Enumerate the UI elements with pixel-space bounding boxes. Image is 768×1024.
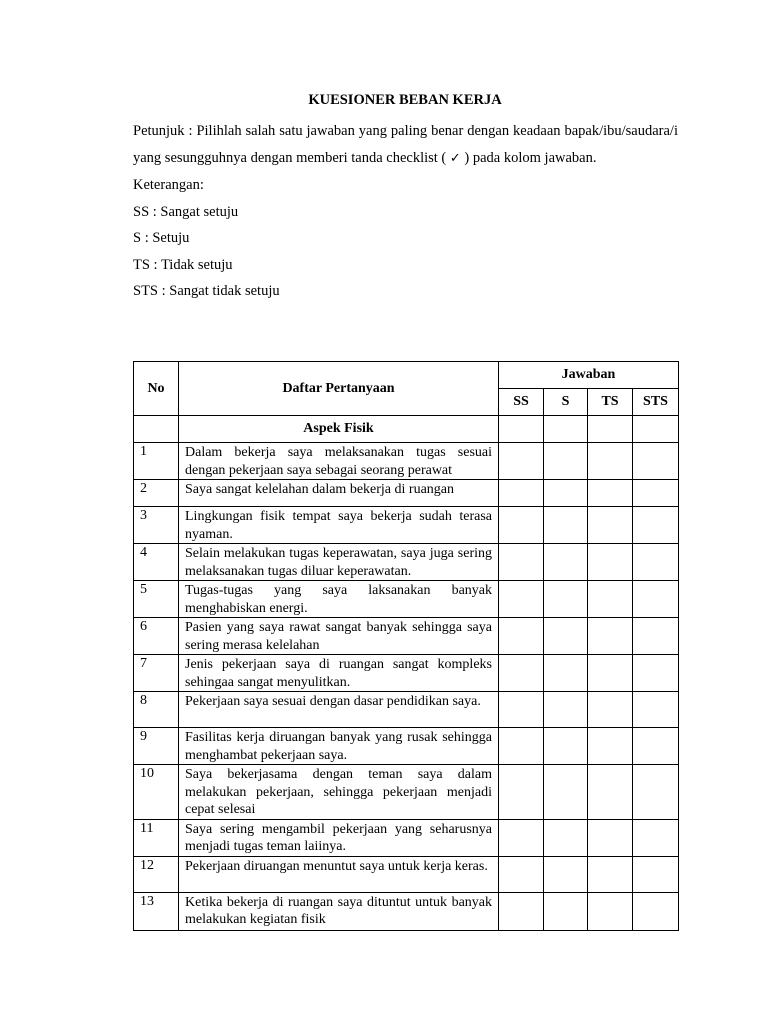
answer-cell-ts[interactable] xyxy=(588,507,633,544)
answer-cell-ss[interactable] xyxy=(499,692,544,728)
answer-cell-ss[interactable] xyxy=(499,819,544,856)
legend-item-s: S : Setuju xyxy=(133,230,190,246)
answer-cell-sts[interactable] xyxy=(633,618,679,655)
answer-cell-ts[interactable] xyxy=(588,892,633,930)
answer-cell-ss[interactable] xyxy=(499,618,544,655)
answer-cell-sts[interactable] xyxy=(633,480,679,507)
header-no: No xyxy=(134,362,179,416)
legend-item-ts: TS : Tidak setuju xyxy=(133,256,233,273)
answer-cell-s[interactable] xyxy=(544,655,588,692)
question-text: Saya sangat kelelahan dalam bekerja di ruangan xyxy=(179,480,499,507)
row-number: 8 xyxy=(134,692,179,728)
answer-cell-s[interactable] xyxy=(544,581,588,618)
answer-cell-ts[interactable] xyxy=(588,443,633,480)
row-number: 10 xyxy=(134,765,179,820)
table-row xyxy=(134,581,679,618)
answer-cell-ts[interactable] xyxy=(588,692,633,728)
answer-cell-ss[interactable] xyxy=(499,856,544,892)
answer-cell-ts[interactable] xyxy=(588,728,633,765)
row-number: 4 xyxy=(134,544,179,581)
row-number: 7 xyxy=(134,655,179,692)
questionnaire-table xyxy=(133,361,679,931)
table-row xyxy=(134,544,679,581)
answer-cell[interactable] xyxy=(499,416,544,443)
question-text: Fasilitas kerja diruangan banyak yang rusak sehingga menghambat pekerjaan saya. xyxy=(179,728,499,765)
question-text: Dalam bekerja saya melaksanakan tugas sesuai dengan pekerjaan saya sebagai seorang perawat xyxy=(179,443,499,480)
answer-cell[interactable] xyxy=(544,416,588,443)
page-title: KUESIONER BEBAN KERJA xyxy=(308,92,502,108)
answer-cell-sts[interactable] xyxy=(633,892,679,930)
answer-cell-s[interactable] xyxy=(544,819,588,856)
answer-cell-ts[interactable] xyxy=(588,655,633,692)
answer-cell-ts[interactable] xyxy=(588,765,633,820)
answer-cell-sts[interactable] xyxy=(633,819,679,856)
answer-cell-ts[interactable] xyxy=(588,618,633,655)
table-row xyxy=(134,765,679,820)
table-row xyxy=(134,618,679,655)
answer-cell-sts[interactable] xyxy=(633,692,679,728)
answer-cell-ts[interactable] xyxy=(588,544,633,581)
answer-cell-sts[interactable] xyxy=(633,581,679,618)
answer-cell-sts[interactable] xyxy=(633,544,679,581)
answer-cell-s[interactable] xyxy=(544,728,588,765)
table-row xyxy=(134,507,679,544)
header-option-sts: STS xyxy=(633,389,679,416)
question-text: Selain melakukan tugas keperawatan, saya juga sering melaksanakan tugas diluar keperawatan. xyxy=(179,544,499,581)
answer-cell-ss[interactable] xyxy=(499,655,544,692)
answer-cell-s[interactable] xyxy=(544,892,588,930)
answer-cell-ss[interactable] xyxy=(499,728,544,765)
answer-cell-sts[interactable] xyxy=(633,507,679,544)
row-number: 3 xyxy=(134,507,179,544)
table-row xyxy=(134,443,679,480)
instructions-text xyxy=(133,118,678,172)
answer-cell-s[interactable] xyxy=(544,765,588,820)
answer-cell-ss[interactable] xyxy=(499,443,544,480)
row-number: 5 xyxy=(134,581,179,618)
answer-cell-s[interactable] xyxy=(544,480,588,507)
answer-cell-ss[interactable] xyxy=(499,544,544,581)
section-no-cell xyxy=(134,416,179,443)
answer-cell-ts[interactable] xyxy=(588,819,633,856)
question-text: Jenis pekerjaan saya di ruangan sangat kompleks sehingaa sangat menyulitkan. xyxy=(179,655,499,692)
question-text: Lingkungan fisik tempat saya bekerja sudah terasa nyaman. xyxy=(179,507,499,544)
answer-cell-s[interactable] xyxy=(544,507,588,544)
row-number: 6 xyxy=(134,618,179,655)
answer-cell-ss[interactable] xyxy=(499,480,544,507)
row-number: 2 xyxy=(134,480,179,507)
table-row xyxy=(134,655,679,692)
header-option-s: S xyxy=(544,389,588,416)
answer-cell-sts[interactable] xyxy=(633,728,679,765)
row-number: 9 xyxy=(134,728,179,765)
checkmark-icon: ✓ xyxy=(449,150,461,166)
question-text: Pekerjaan saya sesuai dengan dasar pendidikan saya. xyxy=(179,692,499,728)
legend-item-sts: STS : Sangat tidak setuju xyxy=(133,283,280,299)
question-text: Saya bekerjasama dengan teman saya dalam melakukan pekerjaan, sehingga pekerjaan menjadi cepat selesai xyxy=(179,765,499,820)
answer-cell-ss[interactable] xyxy=(499,765,544,820)
legend-heading: Keterangan: xyxy=(133,177,204,193)
row-number: 12 xyxy=(134,856,179,892)
answer-cell-s[interactable] xyxy=(544,618,588,655)
answer-cell-sts[interactable] xyxy=(633,655,679,692)
section-row xyxy=(134,416,679,443)
answer-cell-ss[interactable] xyxy=(499,892,544,930)
question-text: Tugas-tugas yang saya laksanakan banyak menghabiskan energi. xyxy=(179,581,499,618)
table-row xyxy=(134,892,679,930)
answer-cell-sts[interactable] xyxy=(633,856,679,892)
table-row xyxy=(134,819,679,856)
header-questions: Daftar Pertanyaan xyxy=(179,362,499,416)
answer-cell-s[interactable] xyxy=(544,544,588,581)
question-text: Pasien yang saya rawat sangat banyak sehingga saya sering merasa kelelahan xyxy=(179,618,499,655)
section-title: Aspek Fisik xyxy=(179,416,499,443)
answer-cell-sts[interactable] xyxy=(633,443,679,480)
legend-item-ss: SS : Sangat setuju xyxy=(133,203,239,220)
row-number: 1 xyxy=(134,443,179,480)
header-answer: Jawaban xyxy=(499,362,679,389)
answer-cell-ts[interactable] xyxy=(588,581,633,618)
header-option-ts: TS xyxy=(588,389,633,416)
table-row xyxy=(134,856,679,892)
answer-cell[interactable] xyxy=(588,416,633,443)
question-text: Ketika bekerja di ruangan saya dituntut untuk banyak melakukan kegiatan fisik xyxy=(179,892,499,930)
answer-cell-ss[interactable] xyxy=(499,581,544,618)
answer-cell-ts[interactable] xyxy=(588,480,633,507)
answer-cell-s[interactable] xyxy=(544,692,588,728)
question-text: Saya sering mengambil pekerjaan yang seharusnya menjadi tugas teman laiinya. xyxy=(179,819,499,856)
answer-cell[interactable] xyxy=(633,416,679,443)
answer-cell-ss[interactable] xyxy=(499,507,544,544)
table-row xyxy=(134,480,679,507)
header-option-ss: SS xyxy=(499,389,544,416)
row-number: 13 xyxy=(134,892,179,930)
table-row xyxy=(134,692,679,728)
answer-cell-s[interactable] xyxy=(544,443,588,480)
instructions-prefix: Petunjuk : Pilihlah salah satu jawaban yang paling benar dengan keadaan bapak/ibu/saudara/i yang sesungguhnya dengan memberi tanda checklist ( xyxy=(133,123,678,166)
answer-cell-s[interactable] xyxy=(544,856,588,892)
instructions-suffix: ) pada kolom jawaban. xyxy=(460,149,597,166)
table-row xyxy=(134,728,679,765)
answer-cell-sts[interactable] xyxy=(633,765,679,820)
instructions-block xyxy=(133,118,678,305)
answer-cell-ts[interactable] xyxy=(588,856,633,892)
question-text: Pekerjaan diruangan menuntut saya untuk kerja keras. xyxy=(179,856,499,892)
row-number: 11 xyxy=(134,819,179,856)
